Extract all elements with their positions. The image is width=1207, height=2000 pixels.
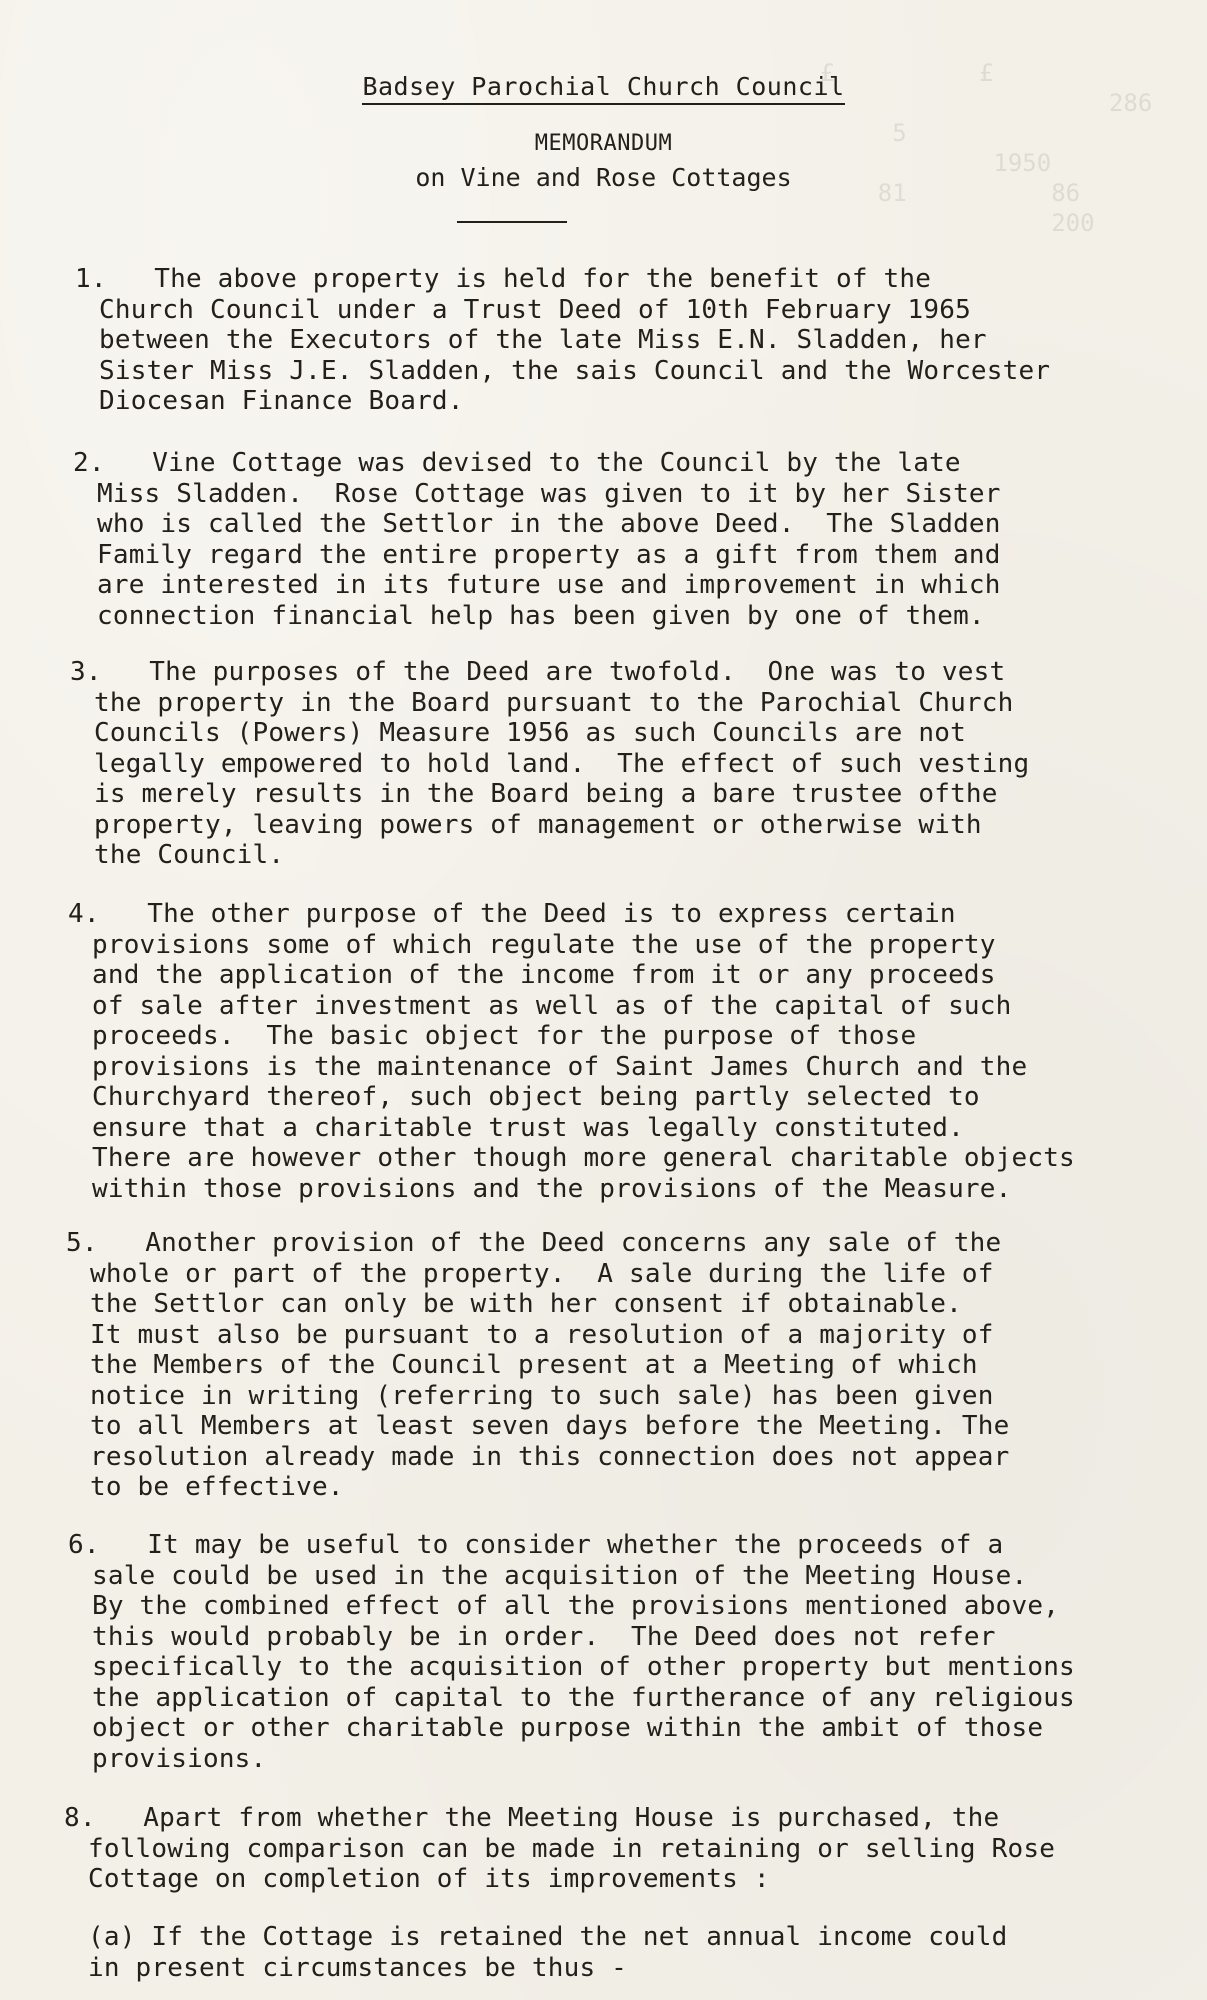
para-line: are interested in its future use and improvement in which xyxy=(97,570,1001,600)
para-line: ensure that a charitable trust was legally constituted. xyxy=(92,1112,964,1143)
para-line: Churchyard thereof, such object being partly selected to xyxy=(92,1082,980,1112)
para-line: Cottage on completion of its improvements : xyxy=(88,1864,770,1894)
para-line: is merely results in the Board being a bare trustee ofthe xyxy=(94,779,998,809)
para-line: following comparison can be made in retaining or selling Rose xyxy=(88,1833,1056,1864)
para-line: property, leaving powers of management or otherwise with xyxy=(94,809,982,840)
para-line: Church Council under a Trust Deed of 10th February 1965 xyxy=(99,294,971,325)
para-line: the property in the Board pursuant to the Parochial Church xyxy=(94,687,1014,718)
para-line: in present circumstances be thus - xyxy=(88,1952,628,1983)
para-line: and the application of the income from it or any proceeds xyxy=(92,960,996,990)
para-line: Diocesan Finance Board. xyxy=(99,386,464,416)
para-line: Family regard the entire property as a gift from them and xyxy=(97,539,1001,570)
para-line: whole or part of the property. A sale during the life of xyxy=(90,1258,994,1289)
para-line: within those provisions and the provisions of the Measure. xyxy=(92,1173,1012,1204)
para-line: 4. The other purpose of the Deed is to express certain xyxy=(68,899,956,929)
para-line: 5. Another provision of the Deed concerns any sale of the xyxy=(66,1228,1002,1258)
para-line: object or other charitable purpose within the ambit of those xyxy=(92,1713,1044,1743)
para-line: It must also be pursuant to a resolution of a majority of xyxy=(90,1319,994,1350)
memo-title: MEMORANDUM xyxy=(534,131,673,156)
para-line: (a) If the Cottage is retained the net annual income could xyxy=(88,1922,1008,1952)
paragraph-2 xyxy=(75,448,1001,631)
para-line: There are however other though more general charitable objects xyxy=(92,1143,1075,1173)
para-line: provisions some of which regulate the use of the property xyxy=(92,929,996,960)
para-line: the application of capital to the furtherance of any religious xyxy=(92,1682,1075,1713)
para-line: sale could be used in the acquisition of the Meeting House. xyxy=(92,1560,1028,1591)
para-line: 2. Vine Cottage was devised to the Council by the late xyxy=(73,448,961,478)
organization-heading: Badsey Parochial Church Council xyxy=(0,72,1207,101)
para-line: specifically to the acquisition of other property but mentions xyxy=(92,1652,1075,1682)
para-line: 6. It may be useful to consider whether the proceeds of a xyxy=(68,1530,1004,1560)
memo-subtitle: on Vine and Rose Cottages xyxy=(415,163,792,192)
para-line: connection financial help has been given by one of them. xyxy=(97,600,985,631)
para-line: Sister Miss J.E. Sladden, the sais Council and the Worcester xyxy=(99,355,1051,386)
para-line: the Settlor can only be with her consent if obtainable. xyxy=(90,1289,962,1319)
para-line: proceeds. The basic object for the purpose of those xyxy=(92,1021,917,1051)
para-line: of sale after investment as well as of the capital of such xyxy=(92,990,1012,1021)
para-line: 1. The above property is held for the benefit of the xyxy=(75,264,932,294)
para-line: who is called the Settlor in the above Deed. The Sladden xyxy=(97,509,1001,539)
paragraph-4 xyxy=(70,899,1075,1204)
show-through-background: £ £ 286 5 1950 81 86 200 xyxy=(820,59,1153,237)
para-line: Miss Sladden. Rose Cottage was given to it by her Sister xyxy=(97,478,1001,509)
para-line: the Members of the Council present at a Meeting of which xyxy=(90,1350,978,1380)
para-line: By the combined effect of all the provisions mentioned above, xyxy=(92,1591,1060,1621)
para-line: to be effective. xyxy=(90,1472,344,1502)
para-line: notice in writing (referring to such sale) has been given xyxy=(90,1380,994,1411)
divider-rule xyxy=(457,221,567,223)
paragraph-8 xyxy=(66,1803,1055,1895)
para-line: resolution already made in this connection does not appear xyxy=(90,1441,1010,1472)
paragraph-1 xyxy=(77,264,1050,417)
para-line: this would probably be in order. The Deed does not refer xyxy=(92,1621,996,1652)
para-line: Councils (Powers) Measure 1956 as such Councils are not xyxy=(94,718,966,748)
para-line: legally empowered to hold land. The effect of such vesting xyxy=(94,748,1030,779)
para-line: provisions. xyxy=(92,1743,267,1774)
para-line: the Council. xyxy=(94,840,285,870)
paragraph-3 xyxy=(72,657,1029,871)
subparagraph-a xyxy=(88,1922,1008,1983)
para-line: provisions is the maintenance of Saint James Church and the xyxy=(92,1051,1028,1082)
paragraph-5 xyxy=(68,1228,1010,1503)
paragraph-6 xyxy=(70,1530,1075,1774)
para-line: 3. The purposes of the Deed are twofold. One was to vest xyxy=(70,657,1006,687)
para-line: between the Executors of the late Miss E.N. Sladden, her xyxy=(99,325,987,355)
para-line: 8. Apart from whether the Meeting House is purchased, the xyxy=(64,1803,1000,1833)
para-line: to all Members at least seven days before the Meeting. The xyxy=(90,1411,1010,1441)
